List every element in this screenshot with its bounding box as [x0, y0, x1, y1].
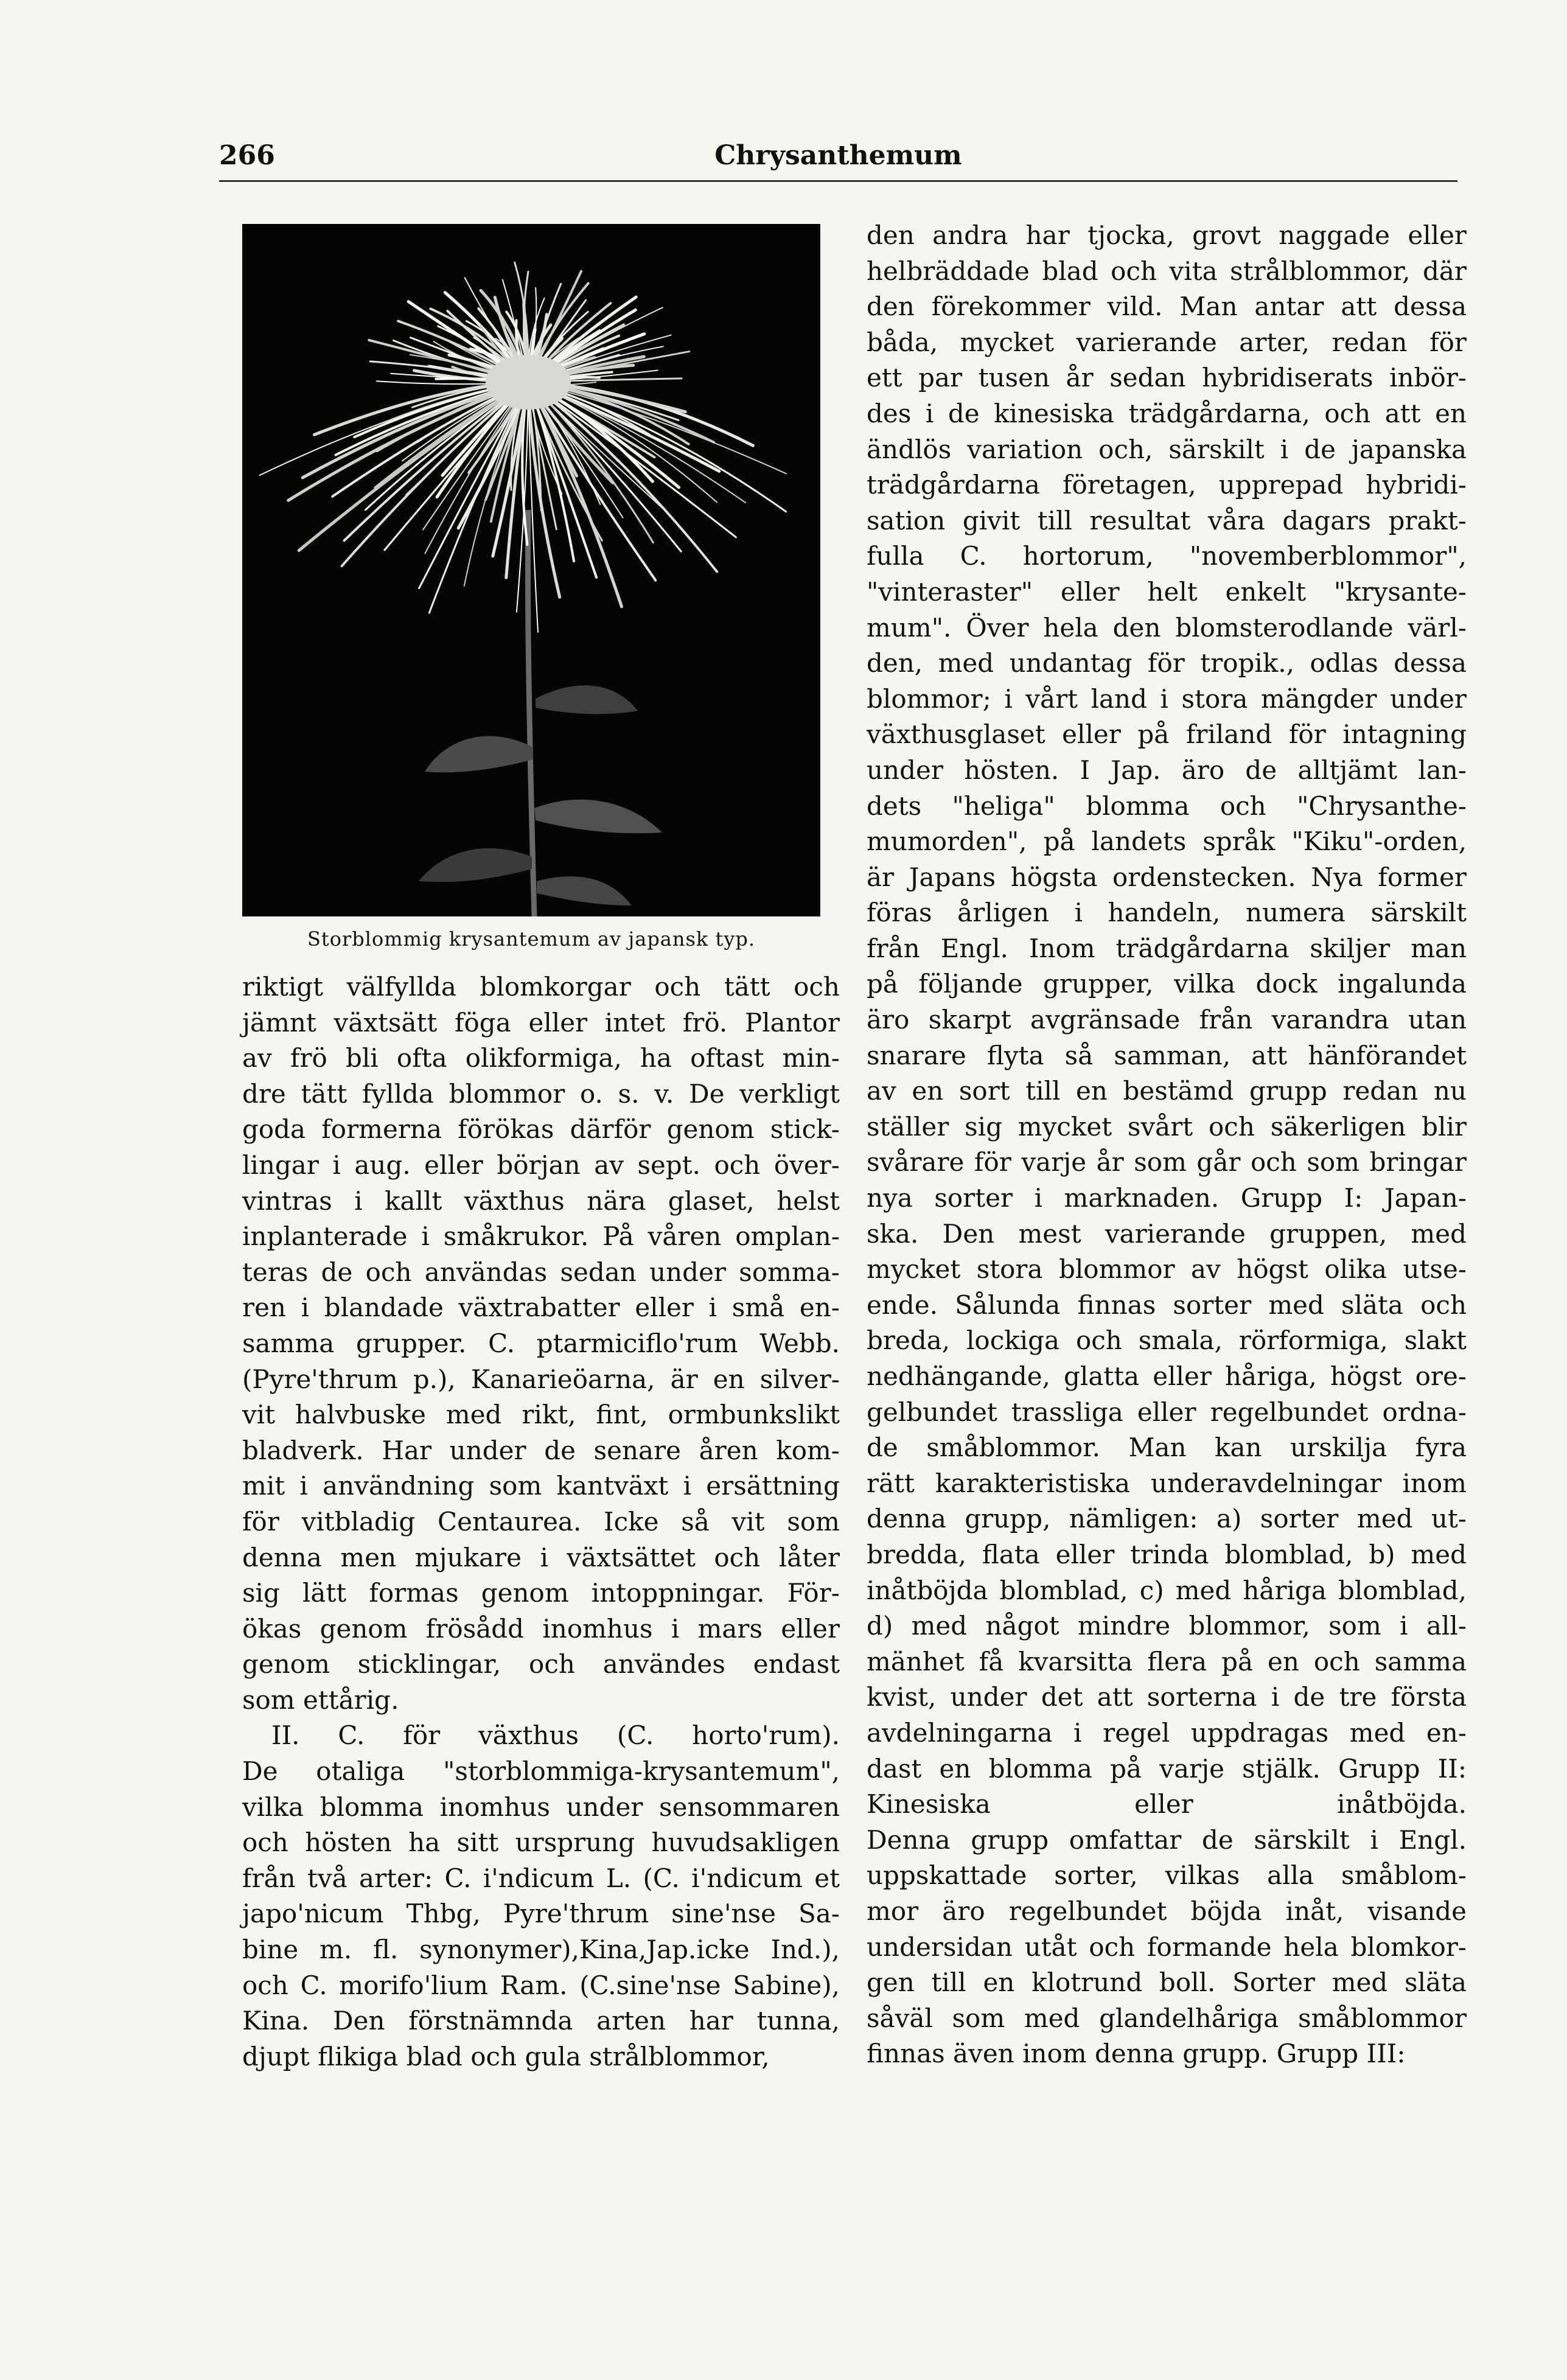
text-line: kvist, under det att sorterna i de tre första — [867, 1682, 1467, 1712]
text-line: svårare för varje år som går och som bringar — [867, 1147, 1467, 1178]
text-line: mycket stora blommor av högst olika utse- — [867, 1254, 1467, 1285]
text-line: ökas genom frösådd inomhus i mars eller — [242, 1613, 840, 1644]
text-line: djupt flikiga blad och gula strålblommor, — [242, 2041, 770, 2071]
text-line: fulla C. hortorum, "novemberblommor", — [867, 541, 1467, 571]
text-line: denna men mjukare i växtsättet och låter — [242, 1542, 840, 1572]
text-line: helbräddade blad och vita strålblommor, där — [867, 256, 1467, 286]
text-line: för vitbladig Centaurea. Icke så vit som — [242, 1506, 840, 1537]
text-line: Kina. Den förstnämnda arten har tunna, — [242, 2006, 840, 2036]
text-line: som ettårig. — [242, 1684, 399, 1715]
text-line: d) med något mindre blommor, som i all- — [867, 1611, 1467, 1641]
text-line: inplanterade i småkrukor. På våren omplan- — [242, 1221, 840, 1252]
text-line: nedhängande, glatta eller håriga, högst ore- — [867, 1361, 1467, 1391]
text-line: II. C. för växthus (C. horto'rum). — [271, 1720, 840, 1751]
text-line: bladverk. Har under de senare åren kom- — [242, 1435, 840, 1465]
text-line: gelbundet trassliga eller regelbundet ordna- — [867, 1397, 1467, 1427]
text-line: från Engl. Inom trädgårdarna skiljer man — [867, 933, 1467, 963]
text-line: mor äro regelbundet böjda inåt, visande — [867, 1896, 1467, 1926]
text-line: de småblommor. Man kan urskilja fyra — [867, 1433, 1467, 1463]
text-line: sation givit till resultat våra dagars prakt- — [867, 505, 1467, 536]
text-line: riktigt välfyllda blomkorgar och tätt och — [242, 972, 840, 1002]
text-line: ändlös variation och, särskilt i de japanska — [867, 434, 1467, 464]
text-line: båda, mycket varierande arter, redan för — [867, 327, 1467, 357]
text-line: dast en blomma på varje stjälk. Grupp II: — [867, 1753, 1467, 1784]
running-header — [219, 135, 1457, 178]
text-line: blommor; i vårt land i stora mängder under — [867, 683, 1467, 714]
text-line: genom sticklingar, och användes endast — [242, 1649, 840, 1680]
text-line: av frö bli ofta olikformiga, ha oftast min- — [242, 1043, 840, 1073]
text-line: såväl som med glandelhåriga småblommor — [867, 2003, 1467, 2033]
text-line: växthusglaset eller på friland för intagning — [867, 719, 1467, 750]
text-line: lingar i aug. eller början av sept. och över- — [242, 1150, 840, 1180]
text-line: vintras i kallt växthus nära glaset, helst — [242, 1185, 840, 1216]
text-line: ende. Sålunda finnas sorter med släta och — [867, 1289, 1467, 1320]
text-line: äro skarpt avgränsade från varandra utan — [867, 1005, 1467, 1035]
flower-illustration — [242, 224, 820, 916]
text-line: föras årligen i handeln, numera särskilt — [867, 898, 1467, 928]
text-line: den förekommer vild. Man antar att dessa — [867, 291, 1467, 322]
text-line: dets "heliga" blomma och "Chrysanthe- — [867, 790, 1467, 821]
text-line: mänhet få kvarsitta flera på en och samma — [867, 1646, 1467, 1677]
text-line: sig lätt formas genom intoppningar. För- — [242, 1578, 840, 1608]
text-line: vit halvbuske med rikt, fint, ormbunkslikt — [242, 1400, 840, 1430]
text-line: goda formerna förökas därför genom stick- — [242, 1114, 840, 1145]
text-line: mit i användning som kantväxt i ersättning — [242, 1471, 840, 1501]
figure-caption: Storblommig krysantemum av japansk typ. — [307, 927, 756, 951]
text-line: De otaliga "storblommiga-krysantemum", — [242, 1756, 840, 1787]
chrysanthemum-photo — [242, 224, 820, 916]
text-line: snarare flyta så samman, att hänförandet — [867, 1040, 1467, 1070]
text-line: ställer sig mycket svårt och säkerligen blir — [867, 1111, 1467, 1142]
text-line: rätt karakteristiska underavdelningar inom — [867, 1468, 1467, 1498]
text-line: ett par tusen år sedan hybridiserats inbör- — [867, 363, 1467, 393]
text-line: vilka blomma inomhus under sensommaren — [242, 1792, 840, 1822]
text-line: är Japans högsta ordenstecken. Nya former — [867, 862, 1467, 892]
text-line: uppskattade sorter, vilkas alla småblom- — [867, 1860, 1467, 1891]
text-line: finnas även inom denna grupp. Grupp III: — [867, 2039, 1406, 2069]
text-line: mumorden", på landets språk "Kiku"-orden, — [867, 826, 1467, 857]
text-line: inåtböjda blomblad, c) med håriga blomblad, — [867, 1575, 1467, 1605]
text-line: och hösten ha sitt ursprung huvudsakligen — [242, 1827, 840, 1858]
text-line: denna grupp, nämligen: a) sorter med ut- — [867, 1504, 1467, 1534]
text-line: på följande grupper, vilka dock ingalunda — [867, 969, 1467, 999]
text-line: (Pyre'thrum p.), Kanarieöarna, är en silver- — [242, 1364, 840, 1394]
text-line: ren i blandade växtrabatter eller i små en- — [242, 1293, 840, 1323]
text-line: mum". Över hela den blomsterodlande värl- — [867, 612, 1467, 643]
page-number: 266 — [219, 140, 275, 171]
text-line: bine m. fl. synonymer),Kina,Jap.icke Ind.), — [242, 1935, 840, 1965]
running-title: Chrysanthemum — [714, 140, 962, 171]
text-line: breda, lockiga och smala, rörformiga, slakt — [867, 1325, 1467, 1356]
text-line: undersidan utåt och formande hela blomkor- — [867, 1932, 1467, 1962]
text-line: från två arter: C. i'ndicum L. (C. i'ndicum et — [242, 1863, 840, 1893]
text-line: under hösten. I Jap. äro de alltjämt lan- — [867, 755, 1467, 785]
text-line: japo'nicum Thbg, Pyre'thrum sine'nse Sa- — [242, 1899, 840, 1929]
text-line: dre tätt fyllda blommor o. s. v. De verkligt — [242, 1078, 840, 1109]
text-line: jämnt växtsätt föga eller intet frö. Plantor — [242, 1007, 840, 1038]
text-line: avdelningarna i regel uppdragas med en- — [867, 1717, 1467, 1748]
text-line: trädgårdarna företagen, upprepad hybridi- — [867, 470, 1467, 500]
text-line: gen till en klotrund boll. Sorter med släta — [867, 1967, 1467, 1998]
text-line: teras de och användas sedan under somma- — [242, 1257, 840, 1287]
text-line: och C. morifo'lium Ram. (C.sine'nse Sabine), — [242, 1970, 840, 2000]
text-line: av en sort till en bestämd grupp redan nu — [867, 1076, 1467, 1106]
text-line: ska. Den mest varierande gruppen, med — [867, 1218, 1467, 1249]
text-line: bredda, flata eller trinda blomblad, b) med — [867, 1539, 1467, 1569]
text-line: den, med undantag för tropik., odlas dessa — [867, 648, 1467, 679]
text-line: Kinesiska eller inåtböjda. — [867, 1789, 1467, 1820]
text-line: des i de kinesiska trädgårdarna, och att en — [867, 398, 1467, 428]
text-line: den andra har tjocka, grovt naggade eller — [867, 220, 1467, 250]
header-rule — [219, 180, 1457, 182]
left-column — [242, 969, 840, 2075]
right-column — [867, 218, 1467, 2072]
text-line: Denna grupp omfattar de särskilt i Engl. — [867, 1824, 1467, 1855]
text-line: nya sorter i marknaden. Grupp I: Japan- — [867, 1183, 1467, 1213]
text-line: samma grupper. C. ptarmiciflo'rum Webb. — [242, 1328, 840, 1358]
text-line: "vinteraster" eller helt enkelt "krysante- — [867, 576, 1467, 607]
